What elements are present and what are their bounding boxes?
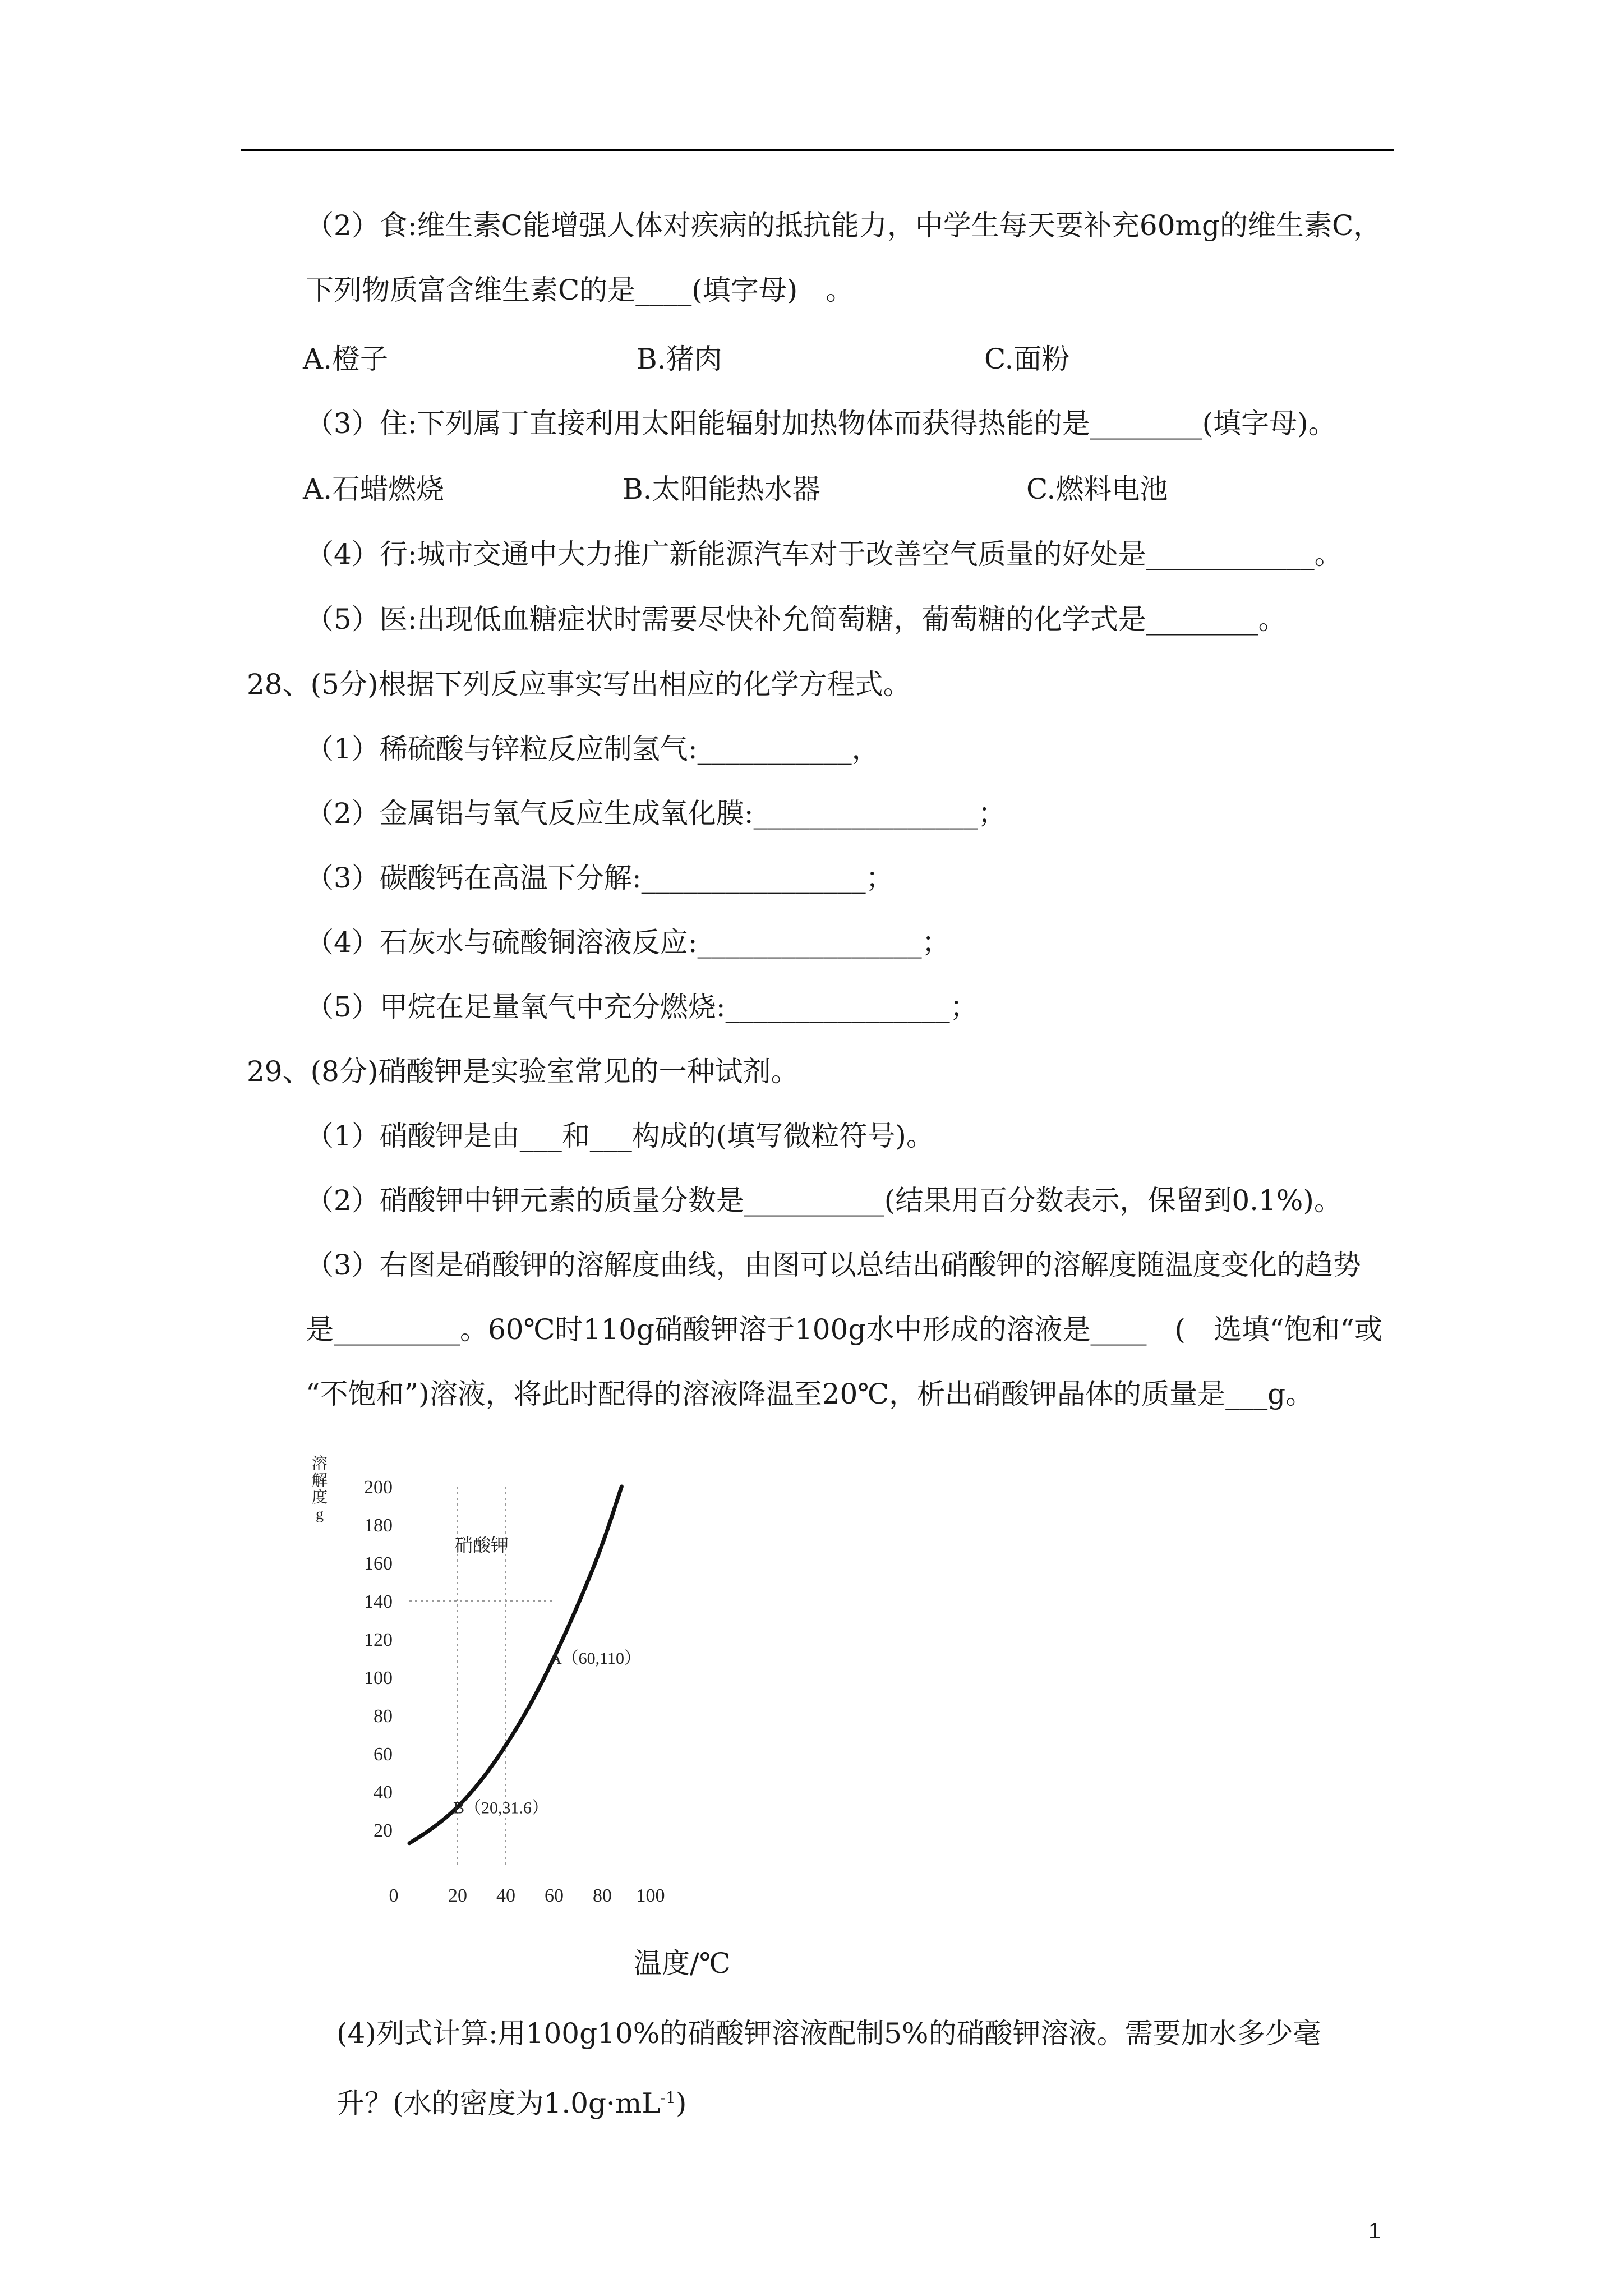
- q27-part2-line2: 下列物质富含维生素C的是____(填字母) 。: [306, 274, 854, 306]
- x-tick-label-100: 100: [636, 1885, 665, 1906]
- y-tick-label-120: 120: [364, 1630, 393, 1650]
- q28-item-4: （4）石灰水与硫酸铜溶液反应:________________；: [306, 926, 950, 959]
- y-axis-label-char-1: 解: [311, 1472, 328, 1489]
- y-tick-label-20: 20: [374, 1820, 393, 1841]
- q27-part3-option-a: A.石蜡燃烧: [303, 473, 445, 505]
- y-tick-label-200: 200: [364, 1477, 393, 1498]
- x-tick-label-80: 80: [593, 1885, 612, 1906]
- y-axis-label-char-3: g: [316, 1506, 324, 1523]
- q29-part4-line2-main: 升？(水的密度为1.0g·mL: [336, 2087, 661, 2120]
- header-rule: [241, 149, 1394, 151]
- q28-item-1: （1）稀硫酸与锌粒反应制氢气:___________，: [306, 733, 880, 765]
- page-number: 1: [1368, 2219, 1381, 2243]
- q27-part3-line: （3）住:下列属丁直接利用太阳能辐射加热物体而获得热能的是________(填字母)。: [306, 407, 1336, 440]
- q27-part4-line: （4）行:城市交通中大力推广新能源汽车对于改善空气质量的好处是____________。: [306, 538, 1343, 570]
- q29-part3-line2: 是_________。60℃时110g硝酸钾溶于100g水中形成的溶液是____ ( 选填“饱和“或: [306, 1313, 1383, 1346]
- y-tick-label-140: 140: [364, 1591, 393, 1612]
- y-tick-label-100: 100: [364, 1668, 393, 1688]
- q27-part3-option-b: B.太阳能热水器: [623, 473, 820, 505]
- y-tick-label-160: 160: [364, 1553, 393, 1574]
- q27-part2-option-a: A.橙子: [303, 343, 389, 375]
- y-tick-label-180: 180: [364, 1515, 393, 1536]
- q29-part4-line2-end: ): [675, 2087, 687, 2120]
- q29-part2: （2）硝酸钾中钾元素的质量分数是__________(结果用百分数表示，保留到0.1%)。: [306, 1184, 1342, 1217]
- q27-part3-option-c: C.燃料电池: [1026, 473, 1168, 505]
- q29-part4-line2: [336, 2081, 686, 2120]
- q27-part2-option-c: C.面粉: [984, 343, 1070, 375]
- q28-item-2: （2）金属铝与氧气反应生成氧化膜:________________；: [306, 797, 1006, 830]
- solubility-chart: [297, 1436, 690, 1918]
- series-name-label-0: 硝酸钾: [454, 1535, 509, 1556]
- x-tick-label-40: 40: [496, 1885, 515, 1906]
- q27-part2-option-b: B.猪肉: [637, 343, 722, 375]
- x-tick-label-20: 20: [448, 1885, 467, 1906]
- x-tick-label-0: 0: [389, 1885, 399, 1906]
- q28-title: 28、(5分)根据下列反应事实写出相应的化学方程式。: [247, 668, 911, 701]
- q29-part4-line1: (4)列式计算:用100g10%的硝酸钾溶液配制5%的硝酸钾溶液。需要加水多少毫: [336, 2017, 1321, 2050]
- annotation-label-1: B（20,31.6）: [453, 1798, 549, 1818]
- x-tick-label-60: 60: [545, 1885, 564, 1906]
- q29-part4-line2-sup: -1: [660, 2088, 676, 2107]
- y-axis-label-char-2: 度: [311, 1489, 328, 1506]
- y-tick-label-40: 40: [374, 1782, 393, 1803]
- y-tick-label-60: 60: [374, 1744, 393, 1765]
- q29-title: 29、(8分)硝酸钾是实验室常见的一种试剂。: [247, 1055, 799, 1088]
- y-tick-label-80: 80: [374, 1706, 393, 1727]
- q27-part5-line: （5）医:出现低血糖症状时需要尽快补允简萄糖，葡萄糖的化学式是________。: [306, 603, 1287, 636]
- q29-part1: （1）硝酸钾是由___和___构成的(填写微粒符号)。: [306, 1120, 934, 1152]
- q29-part3-line1: （3）右图是硝酸钾的溶解度曲线，由图可以总结出硝酸钾的溶解度随温度变化的趋势: [306, 1249, 1361, 1281]
- solubility-chart-svg: [297, 1436, 690, 1918]
- q28-item-5: （5）甲烷在足量氧气中充分燃烧:________________；: [306, 991, 978, 1023]
- q28-item-3: （3）碳酸钙在高温下分解:________________；: [306, 862, 894, 894]
- q27-part2-line1: （2）食:维生素C能增强人体对疾病的抵抗能力，中学生每天要补充60mg的维生素C，: [306, 209, 1382, 242]
- q29-part3-line3: “不饱和”)溶液，将此时配得的溶液降温至20℃，析出硝酸钾晶体的质量是___g。: [306, 1378, 1314, 1410]
- annotation-label-0: A（60,110）: [550, 1649, 642, 1668]
- chart-x-axis-caption: 温度/℃: [634, 1947, 731, 1980]
- y-axis-label-char-0: 溶: [311, 1455, 328, 1473]
